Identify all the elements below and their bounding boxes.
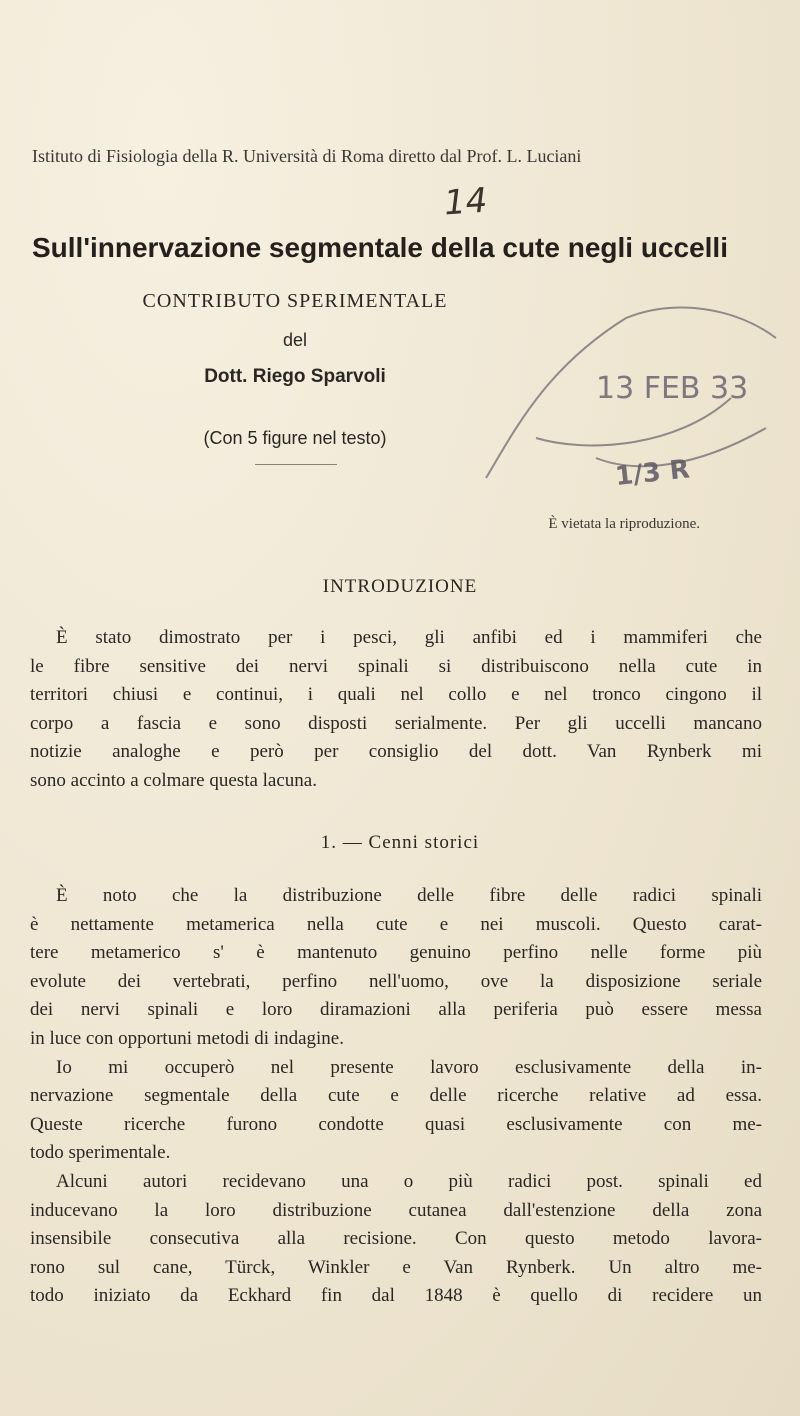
contribution-label: CONTRIBUTO SPERIMENTALE (142, 290, 448, 312)
text-line: le fibre sensitive dei nervi spinali si distribuiscono nella cute in (30, 655, 762, 677)
article-title: Sull'innervazione segmentale della cute negli uccelli (32, 232, 728, 263)
introduction-paragraph (30, 624, 762, 796)
section-1-heading: 1. — Cenni storici (320, 832, 480, 853)
text-line: È stato dimostrato per i pesci, gli anfibi ed i mammiferi che (56, 627, 762, 648)
text-line: Queste ricerche furono condotte quasi esclusivamente con me- (30, 1113, 762, 1135)
text-line: in luce con opportuni metodi di indagine. (30, 1027, 344, 1049)
text-line: nervazione segmentale della cute e delle ricerche relative ad essa. (30, 1085, 762, 1107)
reproduction-notice: È vietata la riproduzione. (548, 516, 700, 532)
section-1-paragraph (30, 882, 762, 1311)
text-line: insensibile consecutiva alla recisione. Con questo metodo lavora- (30, 1228, 762, 1250)
text-line: tere metamerico s' è mantenuto genuino perfino nelle forme più (30, 942, 762, 964)
text-line: È noto che la distribuzione delle fibre delle radici spinali (56, 885, 762, 906)
text-line: Alcuni autori recidevano una o più radici post. spinali ed (56, 1170, 762, 1192)
library-stamp (476, 278, 786, 503)
text-line: sono accinto a colmare questa lacuna. (30, 769, 317, 791)
text-line: corpo a fascia e sono disposti serialmente. Per gli uccelli mancano (30, 712, 762, 734)
by-word: del (282, 330, 308, 350)
stamp-lower-text: 1/3 R (613, 454, 692, 493)
figures-note: (Con 5 figure nel testo) (203, 428, 387, 448)
text-line: todo sperimentale. (30, 1142, 171, 1164)
handwritten-number: 14 (442, 180, 489, 224)
author-name: Dott. Riego Sparvoli (204, 366, 386, 387)
text-line: inducevano la loro distribuzione cutanea dall'estenzione della zona (30, 1199, 762, 1221)
text-line: todo iniziato da Eckhard fin dal 1848 è quello di recidere un (30, 1285, 762, 1307)
text-line: Io mi occuperò nel presente lavoro esclusivamente della in- (56, 1056, 762, 1078)
text-line: evolute dei vertebrati, perfino nell'uomo, ove la disposizione seriale (30, 970, 762, 992)
text-line: è nettamente metamerica nella cute e nei muscoli. Questo carat- (30, 913, 762, 935)
text-line: dei nervi spinali e loro diramazioni alla periferia può essere messa (30, 999, 762, 1021)
text-line: rono sul cane, Türck, Winkler e Van Rynberk. Un altro me- (30, 1256, 762, 1278)
introduction-heading: INTRODUZIONE (322, 576, 478, 597)
institute-line: Istituto di Fisiologia della R. Università di Roma diretto dal Prof. L. Luciani (32, 146, 582, 166)
text-line: territori chiusi e continui, i quali nel collo e nel tronco cingono il (30, 684, 762, 706)
short-rule (255, 464, 337, 465)
stamp-date-text: 13 FEB 33 (596, 371, 749, 406)
text-line: notizie analoghe e però per consiglio del dott. Van Rynberk mi (30, 741, 762, 763)
